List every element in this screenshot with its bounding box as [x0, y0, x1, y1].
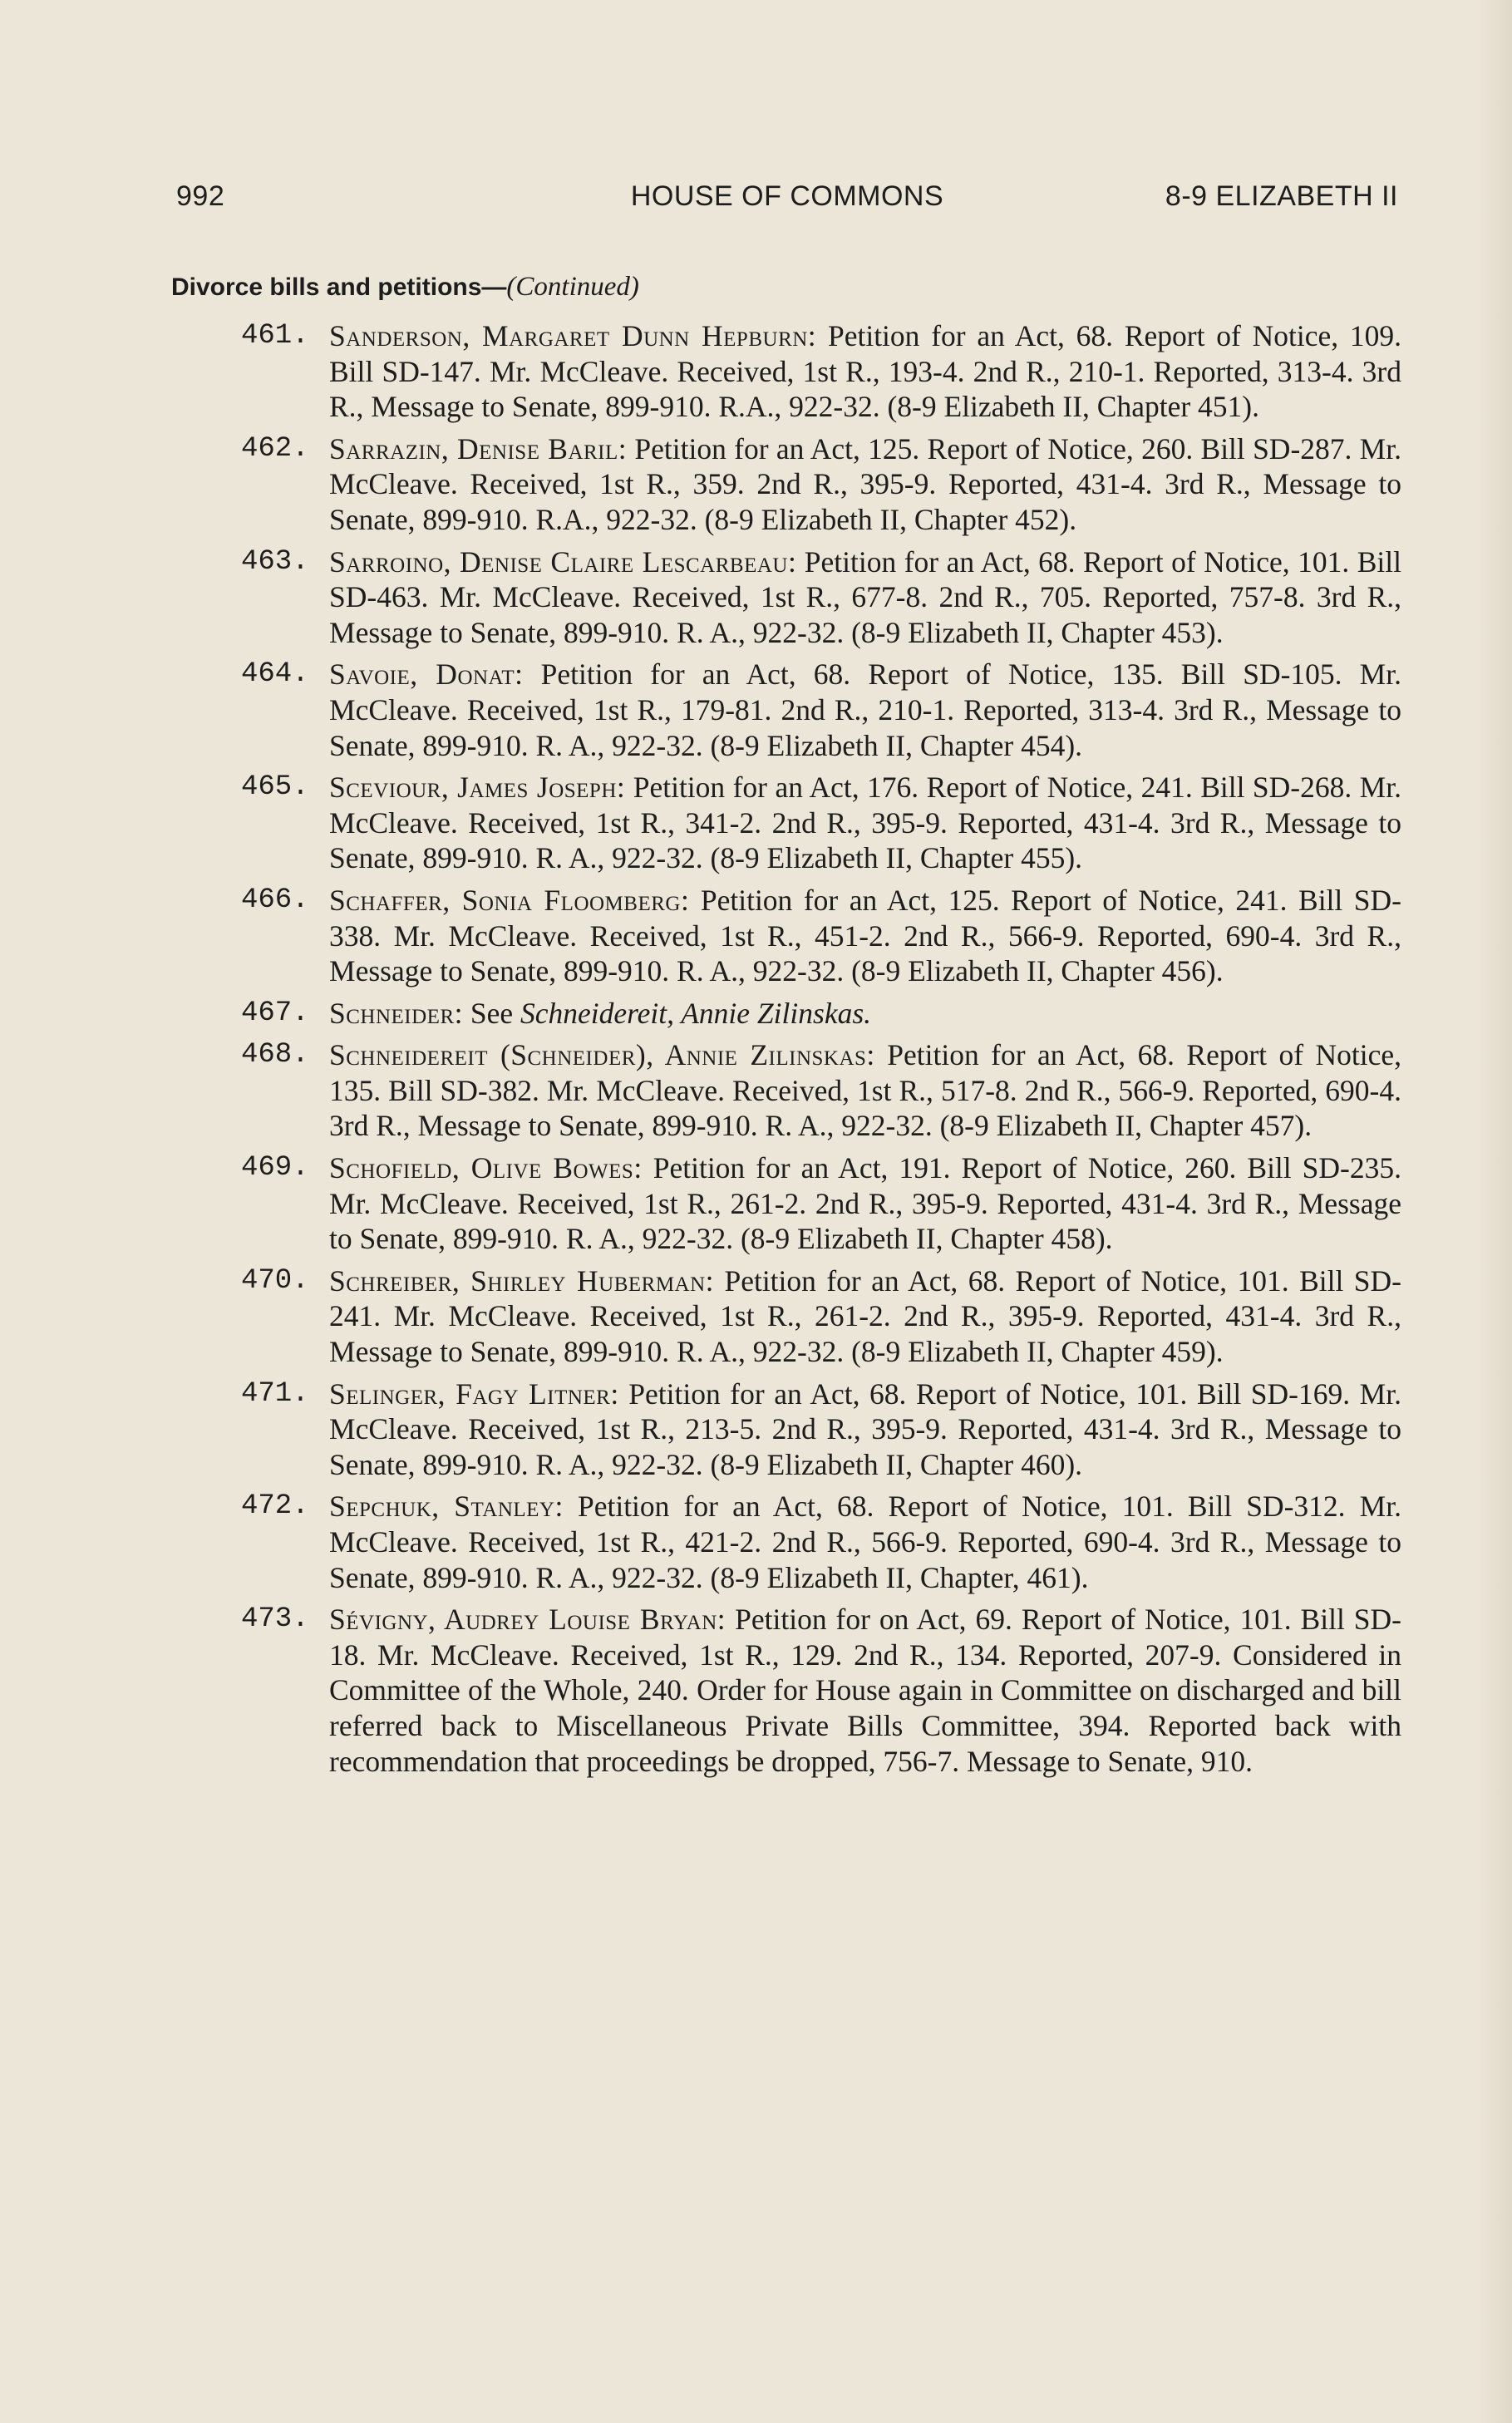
entry-number: 470. — [241, 1264, 309, 1297]
reign-label: 8-9 ELIZABETH II — [1165, 180, 1398, 212]
entry-name: Schneidereit (Schneider), Annie Zilinskas: — [329, 1038, 875, 1072]
entry-name: Sarrazin, Denise Baril: — [329, 431, 628, 465]
entry-name: Schreiber, Shirley Huberman: — [329, 1263, 715, 1298]
entry-number: 465. — [241, 771, 309, 804]
entry-text: Petition for an Act, 191. Report of Notice, 260. Bill SD-235. Mr. McCleave. Received, 1st R., 261-2. 2nd R., 395-9. Reported, 431-4. 3rd R., Message to Senate, 899-910. R. A., 922-32. (8-9 Elizabeth II, Chapter 458). — [329, 1151, 1402, 1256]
index-entry-464 — [241, 657, 1401, 763]
publication-title: HOUSE OF COMMONS — [630, 180, 944, 212]
entry-text: Petition for an Act, 68. Report of Notice, 101. Bill SD-463. Mr. McCleave. Received, 1st R., 677-8. 2nd R., 705. Reported, 757-8. 3rd R., Message to Senate, 899-910. R. A., 922-32. (8-9 Elizabeth II, Chapter 453). — [329, 544, 1401, 649]
entry-text: Petition for an Act, 176. Report of Notice, 241. Bill SD-268. Mr. McCleave. Received, 1st R., 341-2. 2nd R., 395-9. Reported, 431-4. 3rd R., Message to Senate, 899-910. R. A., 922-32. (8-9 Elizabeth II, Chapter 455). — [329, 771, 1401, 875]
entry-name: Sanderson, Margaret Dunn Hepburn: — [329, 319, 817, 352]
entry-number: 467. — [241, 997, 309, 1029]
entry-number: 466. — [241, 884, 309, 916]
entry-text: Petition for an Act, 68. Report of Notice, 135. Bill SD-382. Mr. McCleave. Received, 1st R., 517-8. 2nd R., 566-9. Reported, 690-4. 3rd R., Message to Senate, 899-910. R. A., 922-32. (8-9 Elizabeth II, Chapter 457). — [329, 1038, 1401, 1143]
entry-name: Schaffer, Sonia Floomberg: — [329, 883, 690, 917]
index-entry-463 — [241, 544, 1401, 651]
entry-number: 461. — [241, 320, 309, 352]
entry-text: See — [463, 996, 521, 1030]
entry-name: Schofield, Olive Bowes: — [329, 1151, 643, 1185]
index-entry-472 — [241, 1489, 1401, 1595]
entry-text: Petition for an Act, 68. Report of Notice, 101. Bill SD-241. Mr. McCleave. Received, 1st R., 261-2. 2nd R., 395-9. Reported, 431-4. 3rd R., Message to Senate, 899-910. R. A., 922-32. (8-9 Elizabeth II, Chapter 459). — [329, 1263, 1401, 1369]
index-entry-473 — [241, 1602, 1401, 1779]
index-entry-462 — [241, 431, 1401, 538]
index-entry-467 — [241, 996, 1401, 1032]
entry-name: Sévigny, Audrey Louise Bryan: — [329, 1603, 726, 1637]
index-entry-461 — [241, 318, 1401, 425]
entry-name: Selinger, Fagy Litner: — [329, 1376, 619, 1411]
entry-name: Sceviour, James Joseph: — [329, 771, 626, 805]
entry-number: 463. — [241, 545, 309, 578]
running-header — [176, 180, 1398, 219]
continued-label: (Continued) — [506, 272, 639, 302]
entry-text: Petition for an Act, 68. Report of Notice, 101. Bill SD-312. Mr. McCleave. Received, 1st R., 421-2. 2nd R., 566-9. Reported, 690-4. 3rd R., Message to Senate, 899-910. R. A., 922-32. (8-9 Elizabeth II, Chapter, 461). — [329, 1490, 1401, 1594]
entry-number: 464. — [241, 658, 309, 691]
entry-text: Petition for on Act, 69. Report of Notice, 101. Bill SD-18. Mr. McCleave. Received, 1st R., 129. 2nd R., 134. Reported, 207-9. Considered in Committee of the Whole, 240. Order for House again in Committee on discharged and bill referred back to Miscellaneous Private Bills Committee, 394. Reported back with recommendation that proceedings be dropped, 756-7. Message to Senate, 910. — [329, 1603, 1401, 1778]
index-entry-468 — [241, 1037, 1401, 1144]
index-entry-465 — [241, 770, 1401, 876]
entry-text: Petition for an Act, 125. Report of Notice, 241. Bill SD-338. Mr. McCleave. Received, 1st R., 451-2. 2nd R., 566-9. Reported, 690-4. 3rd R., Message to Senate, 899-910. R. A., 922-32. (8-9 Elizabeth II, Chapter 456). — [329, 883, 1402, 988]
entry-text: Petition for an Act, 68. Report of Notice, 109. Bill SD-147. Mr. McCleave. Received, 1st R., 193-4. 2nd R., 210-1. Reported, 313-4. 3rd R., Message to Senate, 899-910. R.A., 922-32. (8-9 Elizabeth II, Chapter 451). — [329, 319, 1402, 424]
entry-text: Petition for an Act, 125. Report of Notice, 260. Bill SD-287. Mr. McCleave. Received, 1st R., 359. 2nd R., 395-9. Reported, 431-4. 3rd R., Message to Senate, 899-910. R.A., 922-32. (8-9 Elizabeth II, Chapter 452). — [329, 431, 1401, 536]
entry-list — [241, 318, 1401, 1785]
index-entry-469 — [241, 1150, 1401, 1257]
page-number: 992 — [176, 180, 225, 212]
section-heading-label: Divorce bills and petitions— — [171, 273, 507, 301]
entry-number: 469. — [241, 1152, 309, 1184]
entry-name: Sarroino, Denise Claire Lescarbeau: — [329, 544, 797, 579]
index-entry-466 — [241, 883, 1401, 989]
entry-number: 468. — [241, 1039, 309, 1071]
cross-reference: Schneidereit, Annie Zilinskas. — [520, 996, 872, 1030]
index-entry-471 — [241, 1376, 1401, 1483]
entry-name: Savoie, Donat: — [329, 657, 524, 692]
entry-text: Petition for an Act, 68. Report of Notice, 135. Bill SD-105. Mr. McCleave. Received, 1st R., 179-81. 2nd R., 210-1. Reported, 313-4. 3rd R., Message to Senate, 899-910. R. A., 922-32. (8-9 Elizabeth II, Chapter 454). — [329, 657, 1401, 762]
index-entry-470 — [241, 1263, 1401, 1370]
entry-text: Petition for an Act, 68. Report of Notice, 101. Bill SD-169. Mr. McCleave. Received, 1st R., 213-5. 2nd R., 395-9. Reported, 431-4. 3rd R., Message to Senate, 899-910. R. A., 922-32. (8-9 Elizabeth II, Chapter 460). — [329, 1376, 1401, 1481]
entry-name: Sepchuk, Stanley: — [329, 1490, 564, 1524]
page-edge-shadow — [1479, 0, 1512, 2423]
entry-number: 471. — [241, 1377, 309, 1410]
section-heading — [171, 272, 639, 303]
entry-number: 472. — [241, 1490, 309, 1523]
entry-number: 462. — [241, 432, 309, 465]
entry-number: 473. — [241, 1603, 309, 1636]
entry-name: Schneider: — [329, 996, 463, 1030]
